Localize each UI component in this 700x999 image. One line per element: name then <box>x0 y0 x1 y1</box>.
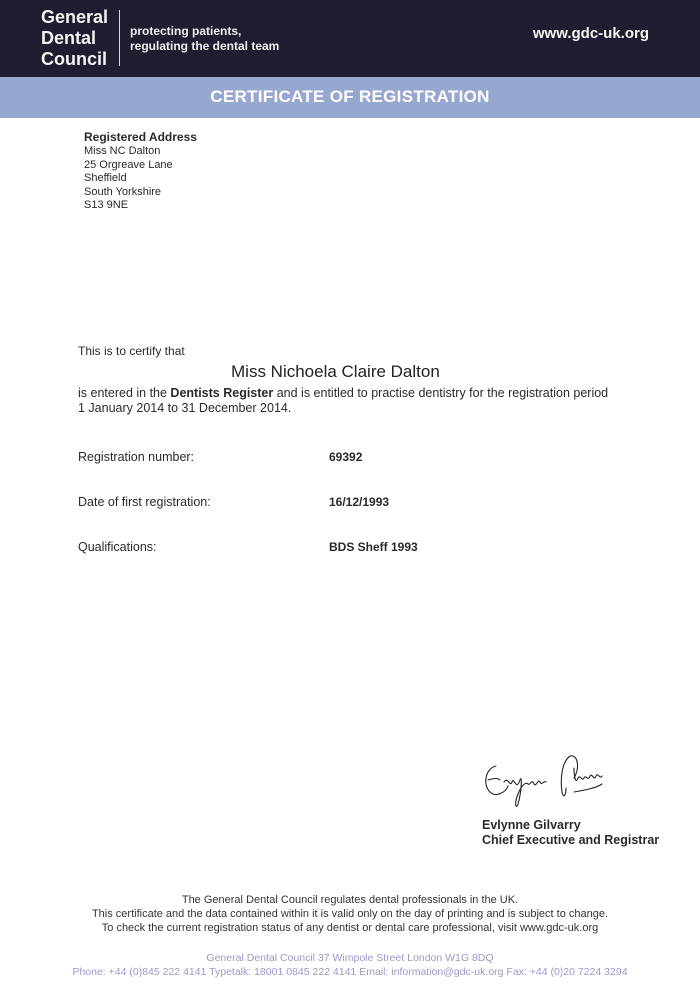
contact-address: General Dental Council 37 Wimpole Street London W1G 8DQ <box>206 952 494 964</box>
logo-line: Council <box>41 49 107 69</box>
address-line: South Yorkshire <box>84 185 162 198</box>
disclaimer-line: The General Dental Council regulates dental professionals in the UK. <box>181 894 519 906</box>
header-banner <box>0 0 700 77</box>
logo-line: General <box>41 7 109 27</box>
tagline <box>130 24 279 54</box>
statement-prefix: is entered in the <box>78 386 171 400</box>
registration-number-value: 69392 <box>329 450 363 464</box>
registered-address <box>84 130 197 213</box>
address-line: Miss NC Dalton <box>84 145 161 157</box>
tagline-line: regulating the dental team <box>130 39 280 53</box>
signature-image <box>478 748 618 818</box>
contact-footer <box>0 951 700 979</box>
address-line: Sheffield <box>84 172 127 184</box>
qualifications-label: Qualifications: <box>78 540 157 554</box>
certification-statement <box>78 386 618 416</box>
signatory-name: Evlynne Gilvarry <box>482 818 581 832</box>
first-registration-label: Date of first registration: <box>78 495 211 509</box>
register-name: Dentists Register <box>170 386 274 400</box>
address-line: S13 9NE <box>84 199 129 211</box>
address-line: 25 Orgreave Lane <box>84 158 173 171</box>
signatory-title: Chief Executive and Registrar <box>482 833 660 847</box>
disclaimer-line: To check the current registration status of any dentist or dental care professional, visit www.gdc-uk.org <box>101 922 599 934</box>
statement-suffix: and is entitled to practise dentistry for the registration period 1 January 2014 to 31 December 2014. <box>78 386 609 415</box>
disclaimer-line: This certificate and the data contained within it is valid only on the day of printing and is subject to change. <box>91 908 609 920</box>
gdc-logo <box>41 7 108 70</box>
logo-divider <box>119 10 120 66</box>
address-heading: Registered Address <box>84 130 197 144</box>
website-link[interactable]: www.gdc-uk.org <box>532 25 649 42</box>
first-registration-value: 16/12/1993 <box>329 495 390 509</box>
contact-details: Phone: +44 (0)845 222 4141 Typetalk: 18001 0845 222 4141 Email: information@gdc-uk.org Fax: +44 (0)20 7224 3294 <box>72 966 628 978</box>
logo-line: Dental <box>41 28 97 48</box>
tagline-line: protecting patients, <box>130 24 242 38</box>
title-band <box>0 77 700 118</box>
registrant-name: Miss Nichoela Claire Dalton <box>231 362 440 381</box>
qualifications-value: BDS Sheff 1993 <box>329 540 418 554</box>
certificate-title-text: CERTIFICATE OF REGISTRATION <box>210 87 490 106</box>
registration-number-label: Registration number: <box>78 450 195 464</box>
certify-intro: This is to certify that <box>78 344 185 358</box>
certificate-title <box>0 87 700 107</box>
disclaimer <box>0 893 700 935</box>
